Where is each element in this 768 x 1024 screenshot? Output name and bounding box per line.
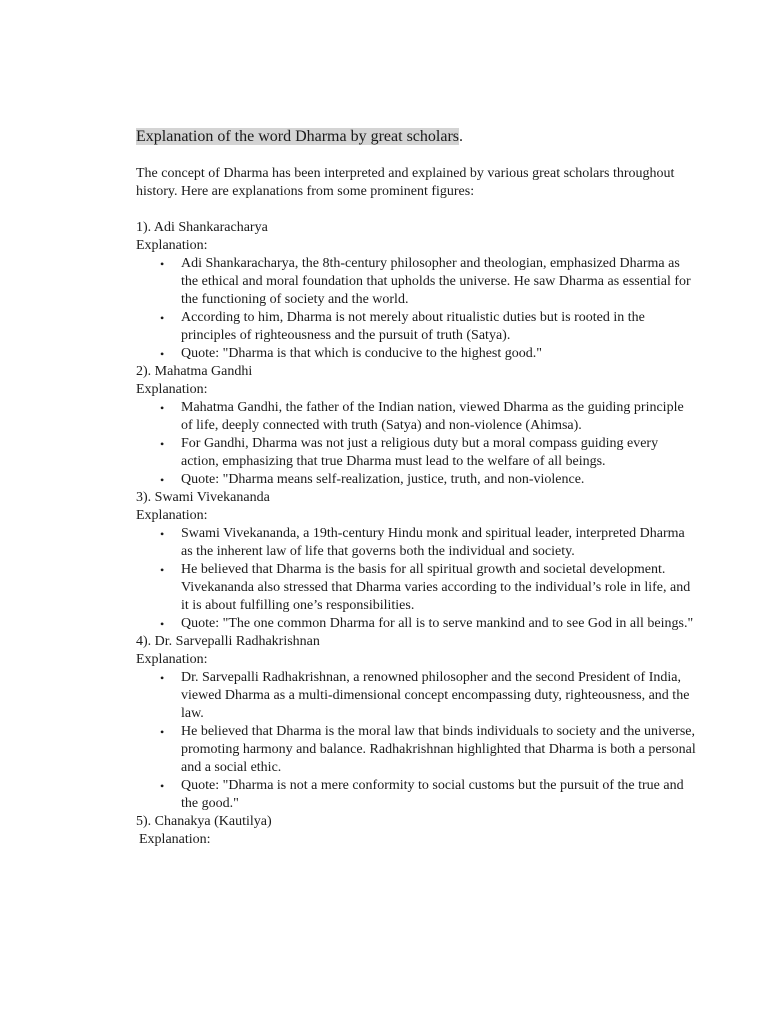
section-shankaracharya <box>136 219 696 363</box>
bullet-item <box>136 669 696 723</box>
bullet-item <box>136 471 696 489</box>
bullet-text: Quote: "The one common Dharma for all is to serve mankind and to see God in all beings." <box>181 616 694 631</box>
section-vivekananda <box>136 489 696 633</box>
section-heading: 4). Dr. Sarvepalli Radhakrishnan <box>136 634 320 649</box>
bullet-icon: • <box>160 347 165 361</box>
bullet-text: Mahatma Gandhi, the father of the Indian nation, viewed Dharma as the guiding principle of life, deeply connected with truth (Satya) and non-violence (Ahimsa). <box>181 400 684 433</box>
bullet-item <box>136 399 696 435</box>
explanation-label: Explanation: <box>136 652 208 667</box>
section-gandhi <box>136 363 696 489</box>
bullet-icon: • <box>160 617 165 631</box>
bullet-list <box>136 669 696 813</box>
bullet-item <box>136 435 696 471</box>
bullet-item <box>136 723 696 777</box>
bullet-icon: • <box>160 257 165 271</box>
document-title: Explanation of the word Dharma by great scholars <box>136 128 460 145</box>
bullet-text: Dr. Sarvepalli Radhakrishnan, a renowned philosopher and the second President of India, viewed Dharma as a multi-dimensional concept encompassing duty, righteousness, and the law. <box>181 670 690 721</box>
intro-paragraph: The concept of Dharma has been interpreted and explained by various great scholars throughout history. Here are explanations from some prominent figures: <box>136 166 675 199</box>
bullet-text: Quote: "Dharma is not a mere conformity to social customs but the pursuit of the true and the good." <box>181 778 684 811</box>
bullet-list <box>136 525 696 633</box>
explanation-label: Explanation: <box>136 508 208 523</box>
section-heading: 2). Mahatma Gandhi <box>136 364 253 379</box>
bullet-icon: • <box>160 527 165 541</box>
bullet-item <box>136 309 696 345</box>
bullet-item <box>136 777 696 813</box>
section-heading: 1). Adi Shankaracharya <box>136 220 268 235</box>
explanation-label: Explanation: <box>136 238 208 253</box>
section-heading: 3). Swami Vivekananda <box>136 490 270 505</box>
bullet-item <box>136 561 696 615</box>
bullet-text: Adi Shankaracharya, the 8th-century philosopher and theologian, emphasized Dharma as the ethical and moral foundation that upholds the universe. He saw Dharma as essential for the functioning of society and the world. <box>181 256 691 307</box>
bullet-icon: • <box>160 401 165 415</box>
bullet-icon: • <box>160 473 165 487</box>
bullet-icon: • <box>160 725 165 739</box>
title-line <box>136 127 696 147</box>
bullet-icon: • <box>160 671 165 685</box>
bullet-text: For Gandhi, Dharma was not just a religious duty but a moral compass guiding every action, emphasizing that true Dharma must lead to the welfare of all beings. <box>181 436 659 469</box>
bullet-text: Quote: "Dharma means self-realization, justice, truth, and non-violence. <box>181 472 585 487</box>
document-content <box>136 127 696 849</box>
bullet-text: Swami Vivekananda, a 19th-century Hindu monk and spiritual leader, interpreted Dharma as the inherent law of life that governs both the individual and society. <box>181 526 685 559</box>
bullet-icon: • <box>160 779 165 793</box>
section-radhakrishnan <box>136 633 696 813</box>
bullet-text: He believed that Dharma is the basis for all spiritual growth and societal development. Vivekananda also stressed that Dharma varies according to the individual’s role in life, and it is about fulfilling one’s responsibilities. <box>181 562 691 613</box>
bullet-list <box>136 255 696 363</box>
bullet-text: Quote: "Dharma is that which is conducive to the highest good." <box>181 346 542 361</box>
bullet-text: According to him, Dharma is not merely about ritualistic duties but is rooted in the principles of righteousness and the pursuit of truth (Satya). <box>181 310 645 343</box>
section-chanakya <box>136 813 696 849</box>
title-suffix: . <box>459 128 464 145</box>
bullet-item <box>136 525 696 561</box>
bullet-list <box>136 399 696 489</box>
bullet-item <box>136 345 696 363</box>
explanation-label: Explanation: <box>139 832 211 847</box>
explanation-label: Explanation: <box>136 382 208 397</box>
bullet-item <box>136 615 696 633</box>
bullet-item <box>136 255 696 309</box>
bullet-text: He believed that Dharma is the moral law that binds individuals to society and the universe, promoting harmony and balance. Radhakrishnan highlighted that Dharma is both a personal and a social ethic. <box>181 724 696 775</box>
section-heading: 5). Chanakya (Kautilya) <box>136 814 272 829</box>
bullet-icon: • <box>160 311 165 325</box>
bullet-icon: • <box>160 437 165 451</box>
bullet-icon: • <box>160 563 165 577</box>
